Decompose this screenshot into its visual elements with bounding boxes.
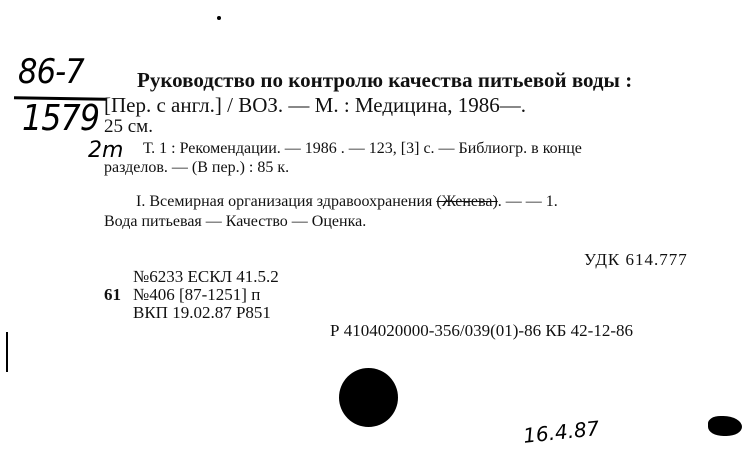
tracing-corporate-text: I. Всемирная организация здравоохранения [136,193,437,210]
price-code: Р 4104020000-356/039(01)-86 КБ 42-12-86 [330,321,633,340]
handwritten-mark: 2m [88,138,124,163]
call-number-bottom: 1579 [22,98,100,139]
entry-volume-line-continued: разделов. — (В пер.) : 85 к. [104,159,290,176]
tracing-struck-text: (Женева) [436,193,498,210]
udc-code: УДК 614.777 [584,250,688,269]
entry-publication: [Пер. с англ.] / ВОЗ. — М. : Медицина, 1986—. [104,93,527,117]
card-punch-hole [339,368,398,427]
tracing-corporate [136,193,558,211]
tracing-subject: Вода питьевая — Качество — Оценка. [104,213,367,230]
entry-volume-line: Т. 1 : Рекомендации. — 1986 . — 123, [3] с. — Библиогр. в конце [143,140,582,157]
entry-size: 25 см. [104,116,153,137]
registry-line-2: №406 [87-1251] п [133,285,261,304]
ink-smudge [708,416,742,436]
entry-title: Руководство по контролю качества питьевой воды : [137,68,633,92]
registry-line-3: ВКП 19.02.87 Р851 [133,303,271,322]
registry-line-1: №6233 ЕСКЛ 41.5.2 [133,267,279,286]
tracing-corporate-suffix: . — — 1. [497,193,558,210]
ink-dot [217,16,221,20]
handwritten-date: 16.4.87 [522,416,601,448]
call-number-top: 86-7 [18,52,84,92]
edge-mark [6,332,8,372]
registry-line-2-prefix: 61 [104,285,121,304]
